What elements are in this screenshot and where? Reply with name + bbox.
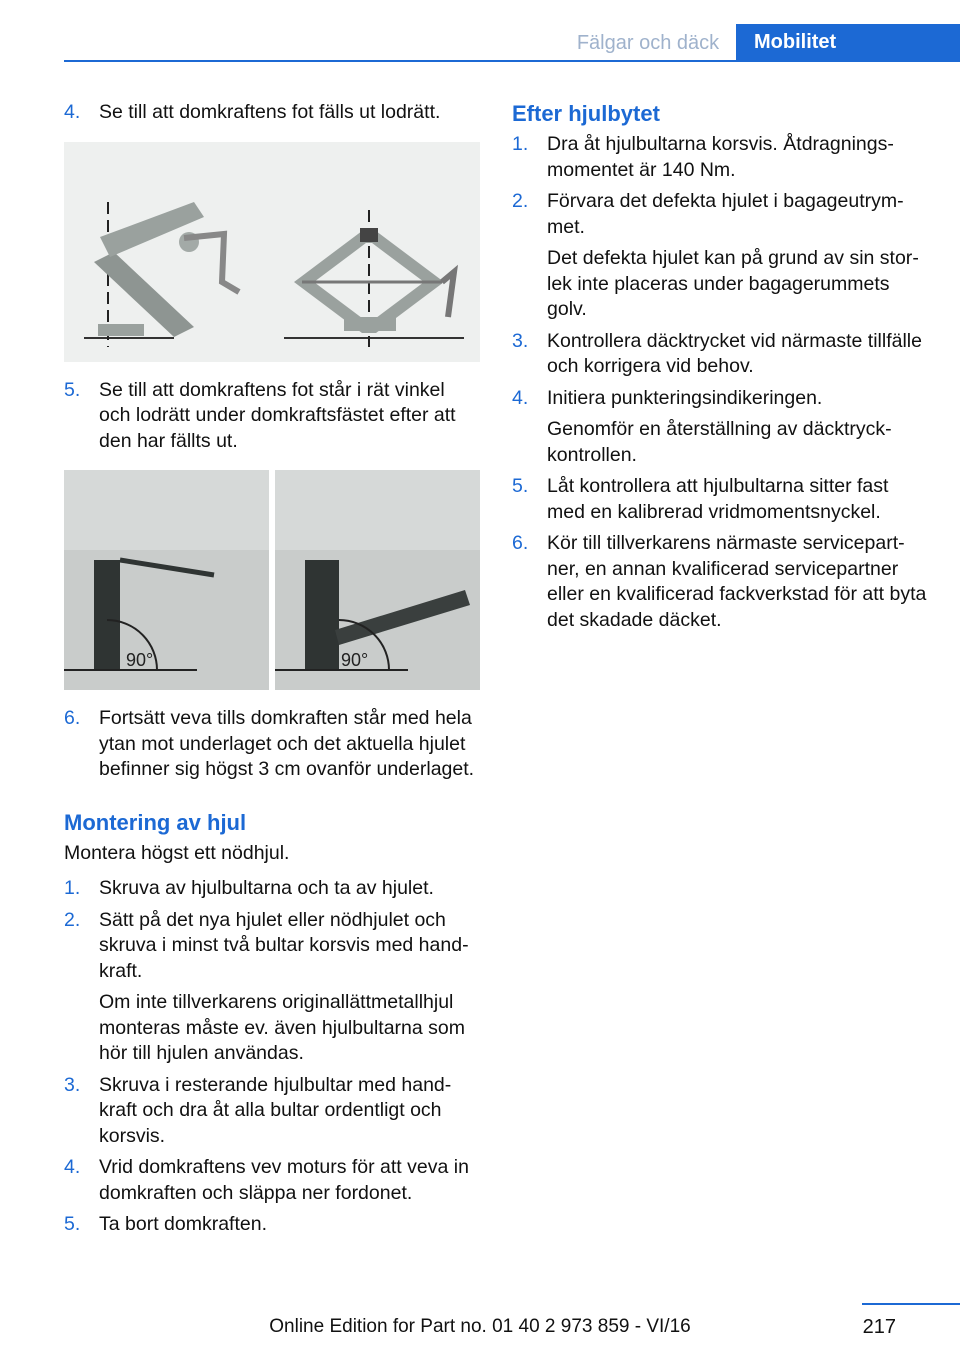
photo-right-svg xyxy=(275,470,480,690)
step-text: Kontrollera däcktrycket vid närmaste tillfälle och korrigera vid behov. xyxy=(547,329,922,377)
list-item xyxy=(512,329,928,380)
step-text: Se till att domkraftens fot fälls ut lodrätt. xyxy=(99,101,441,123)
step-text: Förvara det defekta hjulet i bagageutrymmet. xyxy=(547,190,904,238)
edition-footer: Online Edition for Part no. 01 40 2 973 859 - VI/16 xyxy=(269,1316,691,1337)
header-rule xyxy=(64,60,960,62)
section-title-efter: Efter hjulbytet xyxy=(512,101,660,126)
page-number: 217 xyxy=(862,1316,896,1338)
list-item xyxy=(64,1212,480,1238)
step-text: Sätt på det nya hjulet eller nödhjulet och skruva i minst två bultar korsvis med handkraft. xyxy=(99,908,469,982)
step-text: Fortsätt veva tills domkraften står med hela ytan mot underlaget och det aktuella hjulet befinner sig högst 3 cm ovanför underlaget. xyxy=(99,707,475,780)
efter-steps xyxy=(512,132,928,633)
jack-foot-illustration xyxy=(64,142,480,362)
jack-illustration-svg xyxy=(64,142,480,362)
angle-label-left: 90° xyxy=(126,650,154,670)
photo-left xyxy=(64,470,269,690)
list-item xyxy=(512,474,928,525)
tab-mobilitet[interactable]: Mobilitet xyxy=(736,24,960,60)
list-item xyxy=(512,386,928,469)
angle-label-right: 90° xyxy=(341,650,369,670)
list-item xyxy=(64,100,480,126)
section-title-montering: Montering av hjul xyxy=(64,809,247,835)
step-number: 6. xyxy=(64,707,81,729)
list-item xyxy=(64,706,480,783)
photo-left-svg xyxy=(64,470,269,690)
list-item xyxy=(64,876,480,902)
step-number: 5. xyxy=(64,378,81,401)
step-number: 4. xyxy=(512,386,529,409)
step-text: Kör till tillverkarens närmaste servicepartner, en annan kvalificerad servicepartner eller en kvalificerad fackverkstad för att byta det skadade däcket. xyxy=(547,532,927,631)
step-number: 6. xyxy=(512,532,529,554)
step-text: Initiera punkteringsindikeringen. xyxy=(547,386,823,409)
list-item xyxy=(64,378,480,455)
step-number: 4. xyxy=(64,1156,81,1178)
list-item xyxy=(512,531,928,633)
step-number: 5. xyxy=(64,1213,81,1235)
step-text: Se till att domkraftens fot står i rät vinkel och lodrätt under domkraftsfästet efter att den har fällts ut. xyxy=(99,378,456,452)
step-number: 4. xyxy=(64,101,81,123)
step-text: Skruva av hjulbultarna och ta av hjulet. xyxy=(99,877,434,899)
step-note: Genomför en återställning av däcktryckkontrollen. xyxy=(547,418,892,466)
step-text: Vrid domkraftens vev moturs för att veva in domkraften och släppa ner fordonet. xyxy=(99,1156,469,1204)
step-text: Dra åt hjulbultarna korsvis. Åtdragningsmomentet är 140 Nm. xyxy=(547,133,894,181)
step-number: 5. xyxy=(512,475,529,497)
step-text: Ta bort domkraften. xyxy=(99,1213,267,1235)
jack-angle-photos xyxy=(64,470,480,690)
section-intro: Montera högst ett nödhjul. xyxy=(64,841,290,864)
list-item xyxy=(512,189,928,323)
tab-falgar-och-dack[interactable]: Fälgar och däck xyxy=(576,32,720,54)
step-note: Om inte tillverkarens originallättmetallhjul monteras måste ev. även hjulbultarna som hör till hjulen användas. xyxy=(99,991,465,1064)
list-item xyxy=(64,1073,480,1150)
step-text: Skruva i resterande hjulbultar med handkraft och dra åt alla bultar ordentligt och korsvis. xyxy=(99,1073,452,1147)
step-text: Låt kontrollera att hjulbultarna sitter fast med en kalibrerad vridmomentsnyckel. xyxy=(547,475,889,523)
list-item xyxy=(64,908,480,1067)
step-number: 3. xyxy=(512,329,529,352)
montering-steps xyxy=(64,876,480,1238)
step-note: Det defekta hjulet kan på grund av sin storlek inte placeras under bagagerummets golv. xyxy=(547,247,919,320)
right-column xyxy=(512,100,928,639)
left-column xyxy=(64,100,480,1244)
photo-right xyxy=(275,470,480,690)
footer-rule xyxy=(862,1303,960,1305)
list-item xyxy=(64,1155,480,1206)
step-number: 1. xyxy=(64,877,81,899)
step-number: 2. xyxy=(64,908,81,931)
step-number: 1. xyxy=(512,133,529,155)
step-number: 3. xyxy=(64,1073,81,1096)
step-number: 2. xyxy=(512,190,529,212)
list-item xyxy=(512,132,928,183)
